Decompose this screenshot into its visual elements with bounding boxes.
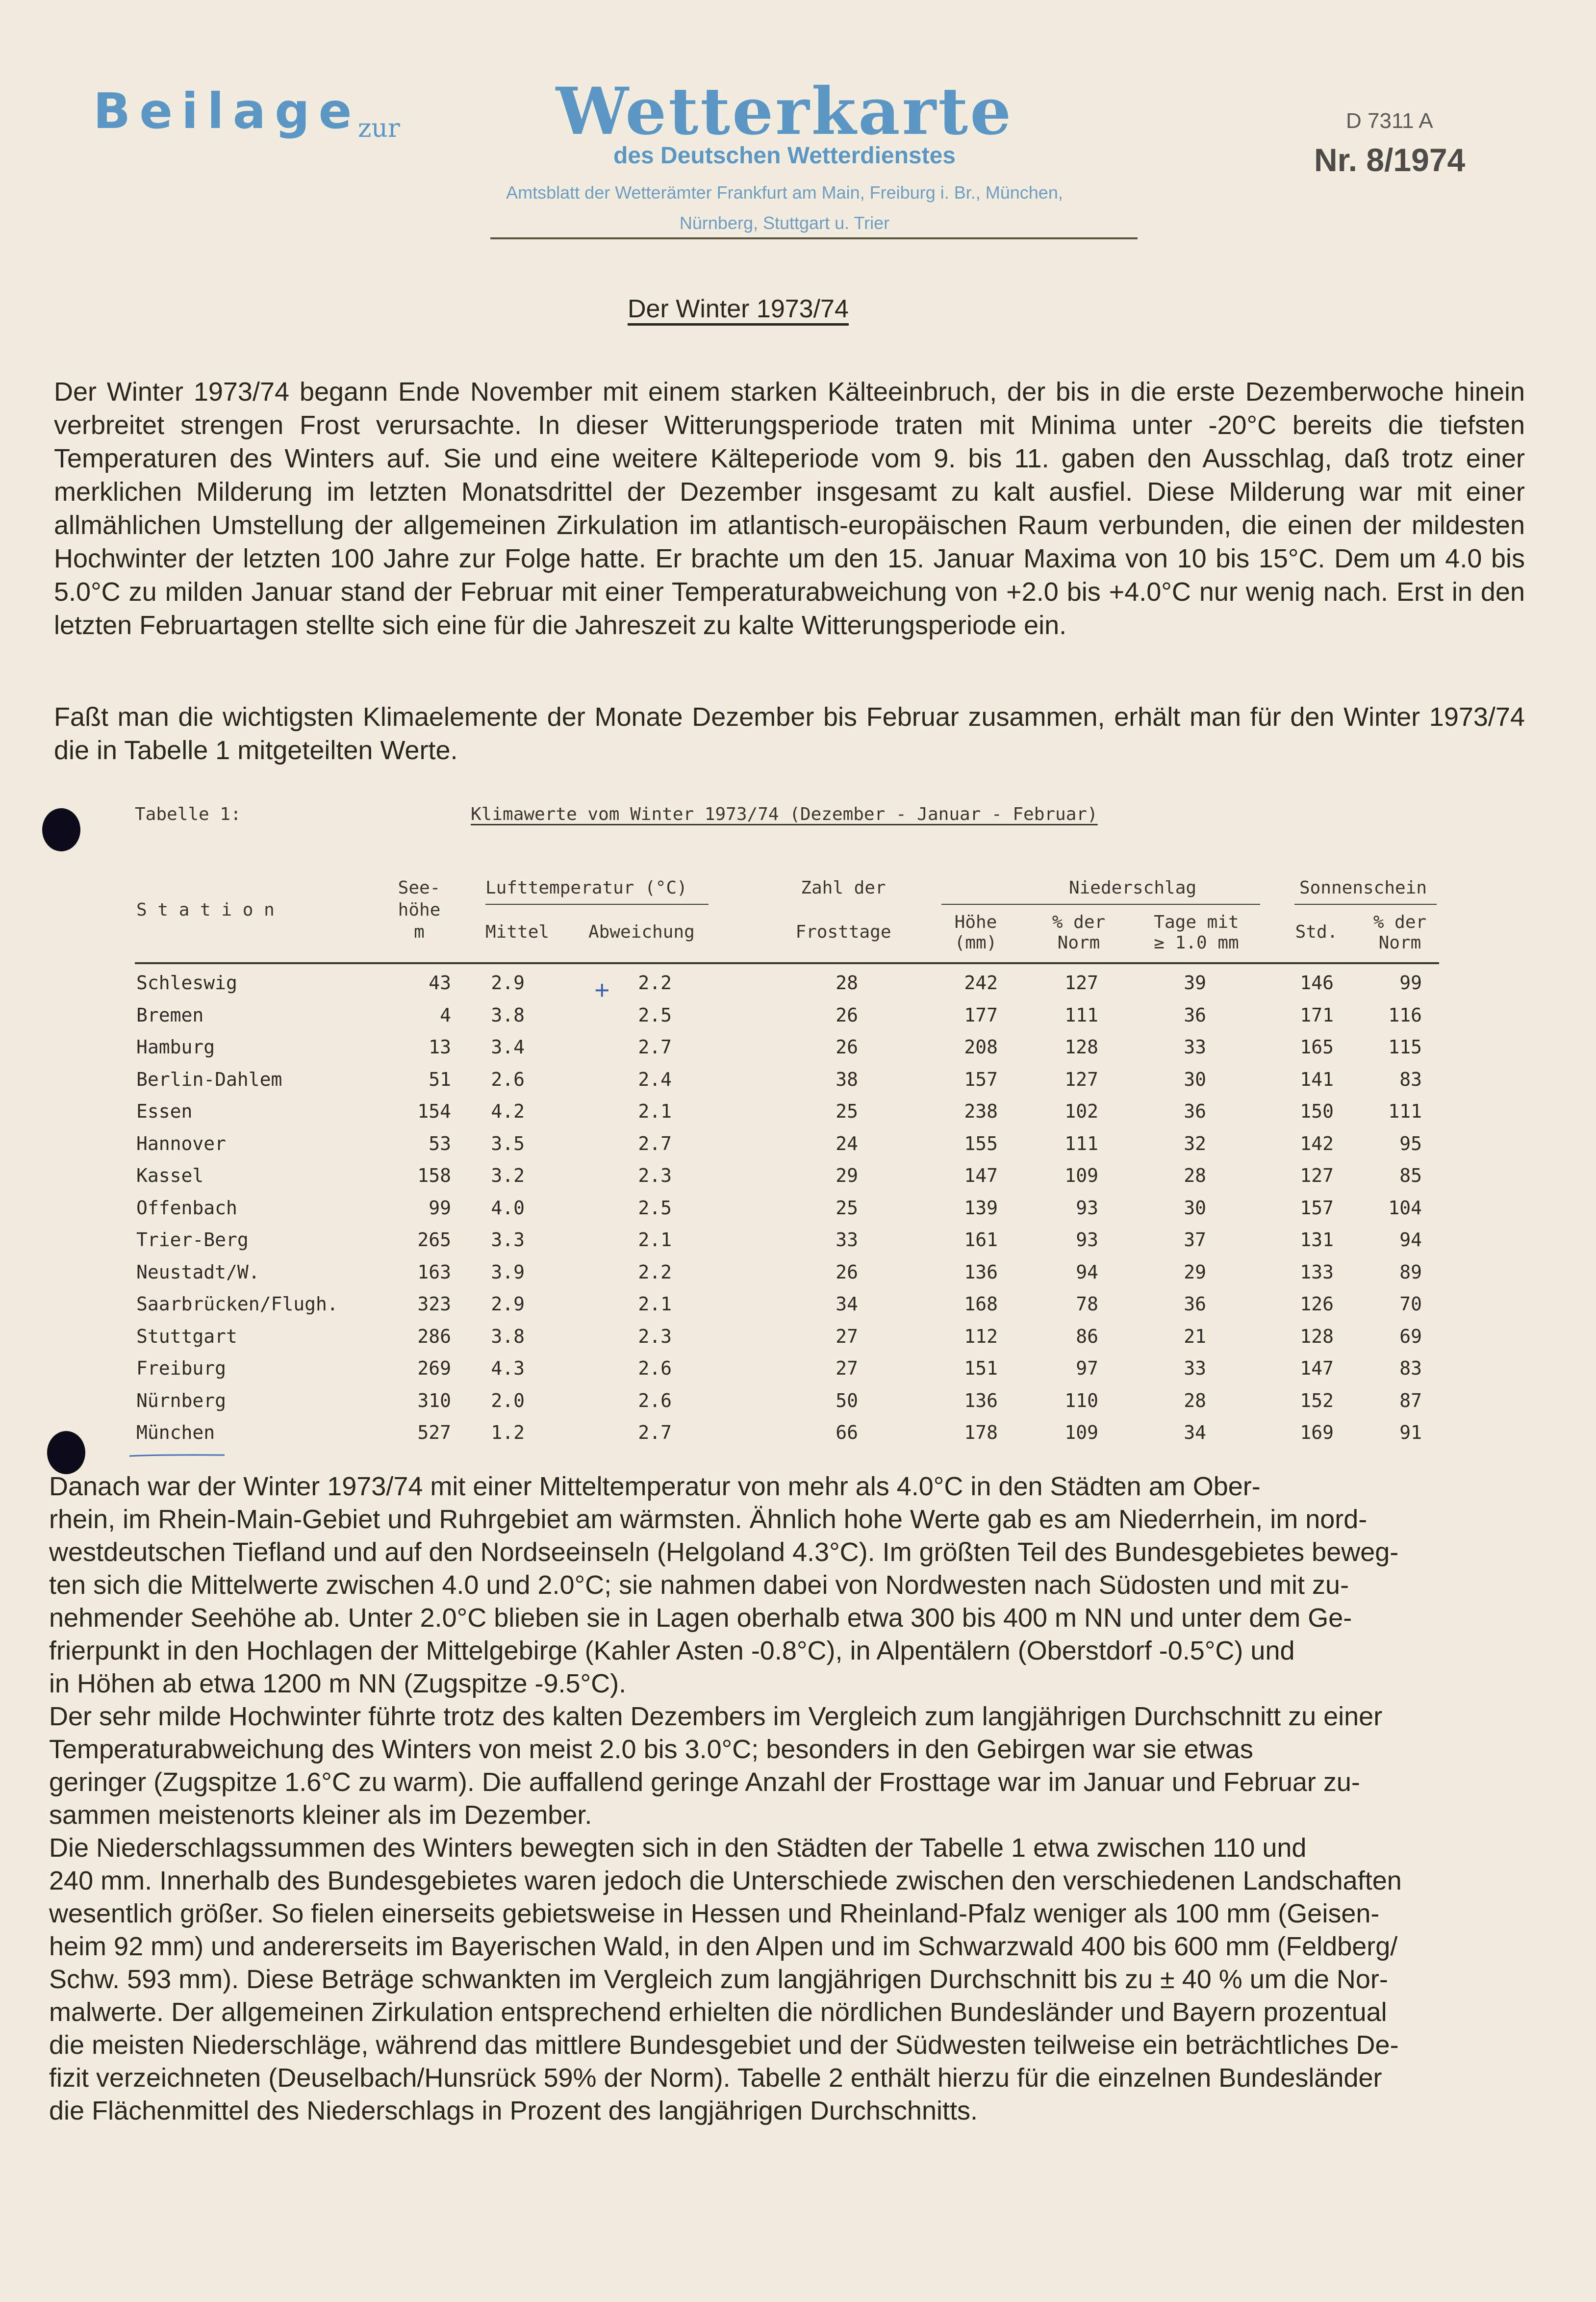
cell-sstd: 165: [1300, 1036, 1334, 1058]
cell-spct: 115: [1388, 1036, 1422, 1058]
cell-sstd: 126: [1300, 1293, 1334, 1315]
cell-station: Berlin-Dahlem: [136, 1068, 282, 1090]
cell-mittel: 3.8: [491, 1325, 525, 1347]
cell-npct: 93: [1076, 1229, 1098, 1251]
paragraph-3-line: rhein, im Rhein-Main-Gebiet und Ruhrgebiet am wärmsten. Ähnlich hohe Werte gab es am Niederrhein, im nord-: [49, 1505, 1368, 1534]
cell-spct: 111: [1388, 1100, 1422, 1122]
cell-npct: 94: [1076, 1261, 1098, 1283]
cell-mittel: 2.6: [491, 1068, 525, 1090]
cell-sstd: 157: [1300, 1197, 1334, 1219]
cell-hoehe: 99: [429, 1197, 451, 1219]
header-code: D 7311 A: [1346, 109, 1433, 133]
th-seehoehe-3: m: [414, 922, 425, 942]
cell-hoehe: 51: [429, 1068, 451, 1090]
th-sonnenschein: Sonnenschein: [1299, 878, 1427, 898]
cell-ntage: 29: [1184, 1261, 1206, 1283]
cell-abw: 2.5: [638, 1004, 672, 1026]
cell-ntage: 30: [1184, 1197, 1206, 1219]
cell-frost: 25: [836, 1100, 858, 1122]
cell-npct: 110: [1064, 1389, 1098, 1411]
th-npct-1: % der: [1052, 912, 1106, 932]
cell-mittel: 2.9: [491, 972, 525, 994]
cell-spct: 83: [1399, 1357, 1422, 1379]
cell-mittel: 3.5: [491, 1132, 525, 1154]
paragraph-3-line: Temperaturabweichung des Winters von meist 2.0 bis 3.0°C; besonders in den Gebirgen war sie etwas: [49, 1735, 1253, 1764]
cell-spct: 69: [1399, 1325, 1422, 1347]
cell-npct: 86: [1076, 1325, 1098, 1347]
cell-sstd: 150: [1300, 1100, 1334, 1122]
cell-spct: 116: [1388, 1004, 1422, 1026]
paragraph-3-line: Die Niederschlagssummen des Winters bewegten sich in den Städten der Tabelle 1 etwa zwischen 110 und: [49, 1833, 1307, 1863]
cell-station: Offenbach: [136, 1197, 237, 1219]
cell-spct: 104: [1388, 1197, 1422, 1219]
cell-hoehe: 154: [417, 1100, 451, 1122]
cell-frost: 50: [836, 1389, 858, 1411]
paragraph-3-line: nehmender Seehöhe ab. Unter 2.0°C blieben sie in Lagen oberhalb etwa 300 bis 400 m NN und unter dem Ge-: [49, 1603, 1352, 1633]
cell-hoehe: 265: [417, 1229, 451, 1251]
cell-abw: 2.1: [638, 1100, 672, 1122]
table-row: [0, 1261, 1596, 1291]
th-tage-1: Tage mit: [1154, 912, 1239, 932]
cell-npct: 109: [1064, 1422, 1098, 1443]
cell-abw: 2.7: [638, 1422, 672, 1443]
th-tage-2: ≥ 1.0 mm: [1154, 933, 1239, 953]
cell-station: Stuttgart: [136, 1325, 237, 1347]
cell-nmm: 157: [964, 1068, 998, 1090]
cell-abw: 2.2: [638, 972, 672, 994]
cell-frost: 33: [836, 1229, 858, 1251]
cell-station: Essen: [136, 1100, 193, 1122]
cell-hoehe: 286: [417, 1325, 451, 1347]
table-row: [0, 1069, 1596, 1098]
cell-ntage: 36: [1184, 1004, 1206, 1026]
cell-station: Hamburg: [136, 1036, 215, 1058]
cell-ntage: 32: [1184, 1132, 1206, 1154]
cell-station: Saarbrücken/Flugh.: [136, 1293, 338, 1315]
cell-mittel: 2.0: [491, 1389, 525, 1411]
cell-npct: 97: [1076, 1357, 1098, 1379]
cell-mittel: 3.2: [491, 1165, 525, 1186]
cell-ntage: 28: [1184, 1389, 1206, 1411]
cell-hoehe: 4: [440, 1004, 451, 1026]
cell-frost: 27: [836, 1325, 858, 1347]
cell-abw: 2.2: [638, 1261, 672, 1283]
cell-abw: 2.5: [638, 1197, 672, 1219]
table-row: [0, 1390, 1596, 1419]
cell-ntage: 37: [1184, 1229, 1206, 1251]
cell-frost: 25: [836, 1197, 858, 1219]
cell-sstd: 146: [1300, 972, 1334, 994]
paragraph-3-line: frierpunkt in den Hochlagen der Mittelgebirge (Kahler Asten -0.8°C), in Alpentälern (Oberstdorf -0.5°C) und: [49, 1636, 1295, 1665]
cell-spct: 70: [1399, 1293, 1422, 1315]
table-row: [0, 1197, 1596, 1227]
cell-spct: 85: [1399, 1165, 1422, 1186]
cell-abw: 2.3: [638, 1165, 672, 1186]
paragraph-3-line: die meisten Niederschläge, während das mittlere Bundesgebiet und der Südwesten teilweise ein beträchtliches De-: [49, 2030, 1399, 2060]
cell-abw: 2.6: [638, 1357, 672, 1379]
paragraph-3-line: Schw. 593 mm). Diese Beträge schwankten im Vergleich zum langjährigen Durchschnitt bis zu ± 40 % um die Nor-: [49, 1965, 1388, 1994]
table-row: [0, 1133, 1596, 1162]
cell-hoehe: 13: [429, 1036, 451, 1058]
th-seehoehe-2: höhe: [398, 900, 441, 920]
cell-sstd: 142: [1300, 1132, 1334, 1154]
cell-frost: 29: [836, 1165, 858, 1186]
cell-ntage: 28: [1184, 1165, 1206, 1186]
cell-npct: 128: [1064, 1036, 1098, 1058]
th-sonnenschein-rule: [1294, 904, 1437, 905]
cell-frost: 26: [836, 1036, 858, 1058]
th-niederschlag: Niederschlag: [1068, 878, 1197, 898]
cell-station: Schleswig: [136, 972, 237, 994]
cell-mittel: 4.3: [491, 1357, 525, 1379]
th-npct-2: Norm: [1057, 933, 1100, 953]
cell-hoehe: 310: [417, 1389, 451, 1411]
cell-npct: 111: [1064, 1132, 1098, 1154]
cell-station: Hannover: [136, 1132, 227, 1154]
cell-abw: 2.7: [638, 1036, 672, 1058]
cell-station: Freiburg: [136, 1357, 227, 1379]
cell-nmm: 168: [964, 1293, 998, 1315]
cell-ntage: 34: [1184, 1422, 1206, 1443]
cell-nmm: 139: [964, 1197, 998, 1219]
th-station: S t a t i o n: [136, 900, 275, 920]
paragraph-3-line: geringer (Zugspitze 1.6°C zu warm). Die auffallend geringe Anzahl der Frosttage war im Januar und Februar zu-: [49, 1767, 1360, 1797]
paragraph-3-line: heim 92 mm) und andererseits im Bayerischen Wald, in den Alpen und im Schwarzwald 400 bis 600 mm (Feldberg/: [49, 1932, 1398, 1961]
table-row: [0, 1165, 1596, 1194]
paragraph-3-line: Danach war der Winter 1973/74 mit einer Mitteltemperatur von mehr als 4.0°C in den Städten am Ober-: [49, 1472, 1261, 1501]
cell-abw: 2.6: [638, 1389, 672, 1411]
th-zahl-der: Zahl der: [801, 878, 886, 898]
handwritten-plus-mark: +: [594, 975, 610, 1005]
header-title: Wetterkarte: [556, 74, 1013, 150]
cell-station: Bremen: [136, 1004, 204, 1026]
cell-nmm: 178: [964, 1422, 998, 1443]
header-number: Nr. 8/1974: [1314, 142, 1466, 178]
cell-spct: 95: [1399, 1132, 1422, 1154]
paragraph-3-line: westdeutschen Tiefland und auf den Nordseeinseln (Helgoland 4.3°C). Im größten Teil des Bundesgebietes beweg-: [49, 1537, 1399, 1567]
cell-mittel: 3.9: [491, 1261, 525, 1283]
paragraph-3-line: Der sehr milde Hochwinter führte trotz des kalten Dezembers im Vergleich zum langjährigen Durchschnitt zu einer: [49, 1702, 1383, 1731]
th-niederschlag-rule: [941, 904, 1260, 905]
cell-spct: 94: [1399, 1229, 1422, 1251]
paragraph-3-line: in Höhen ab etwa 1200 m NN (Zugspitze -9.5°C).: [49, 1669, 627, 1698]
table-label: Tabelle 1:: [135, 804, 241, 824]
cell-nmm: 155: [964, 1132, 998, 1154]
cell-hoehe: 158: [417, 1165, 451, 1186]
cell-mittel: 1.2: [491, 1422, 525, 1443]
cell-hoehe: 43: [429, 972, 451, 994]
cell-sstd: 131: [1300, 1229, 1334, 1251]
cell-abw: 2.3: [638, 1325, 672, 1347]
table-row: [0, 1004, 1596, 1034]
cell-nmm: 238: [964, 1100, 998, 1122]
cell-frost: 34: [836, 1293, 858, 1315]
th-std: Std.: [1295, 922, 1338, 942]
header-amtsblatt: [441, 178, 1128, 238]
cell-sstd: 127: [1300, 1165, 1334, 1186]
cell-sstd: 147: [1300, 1357, 1334, 1379]
cell-npct: 127: [1064, 972, 1098, 994]
cell-frost: 27: [836, 1357, 858, 1379]
cell-hoehe: 53: [429, 1132, 451, 1154]
th-lufttemperatur-rule: [485, 904, 709, 905]
cell-abw: 2.1: [638, 1293, 672, 1315]
paragraph-3-line: ten sich die Mittelwerte zwischen 4.0 und 2.0°C; sie nahmen dabei von Nordwesten nach Südosten und mit zu-: [49, 1570, 1349, 1600]
cell-npct: 93: [1076, 1197, 1098, 1219]
cell-spct: 99: [1399, 972, 1422, 994]
cell-ntage: 36: [1184, 1293, 1206, 1315]
cell-ntage: 30: [1184, 1068, 1206, 1090]
cell-npct: 127: [1064, 1068, 1098, 1090]
cell-frost: 28: [836, 972, 858, 994]
cell-mittel: 2.9: [491, 1293, 525, 1315]
th-hoehe-2: (mm): [954, 933, 997, 953]
cell-ntage: 36: [1184, 1100, 1206, 1122]
article-title: Der Winter 1973/74: [628, 295, 849, 323]
table-row: [0, 1422, 1596, 1451]
table-row: [0, 1293, 1596, 1323]
cell-spct: 83: [1399, 1068, 1422, 1090]
paragraph-3-line: fizit verzeichneten (Deuselbach/Hunsrück 59% der Norm). Tabelle 2 enthält hierzu für die einzelnen Bundesländer: [49, 2063, 1382, 2093]
cell-abw: 2.1: [638, 1229, 672, 1251]
cell-station: Nürnberg: [136, 1389, 227, 1411]
table-header-rule: [135, 962, 1439, 964]
th-lufttemperatur: Lufttemperatur (°C): [485, 878, 687, 898]
cell-mittel: 4.0: [491, 1197, 525, 1219]
table-row: [0, 972, 1596, 1001]
cell-nmm: 147: [964, 1165, 998, 1186]
th-frosttage: Frosttage: [795, 922, 891, 942]
cell-sstd: 133: [1300, 1261, 1334, 1283]
punch-hole-top: [42, 808, 80, 851]
cell-station: München: [136, 1422, 215, 1443]
cell-frost: 38: [836, 1068, 858, 1090]
table-row: [0, 1326, 1596, 1355]
th-spct-2: Norm: [1378, 933, 1421, 953]
table-row: [0, 1036, 1596, 1066]
cell-npct: 111: [1064, 1004, 1098, 1026]
cell-nmm: 151: [964, 1357, 998, 1379]
cell-mittel: 3.4: [491, 1036, 525, 1058]
cell-nmm: 112: [964, 1325, 998, 1347]
cell-nmm: 208: [964, 1036, 998, 1058]
cell-spct: 91: [1399, 1422, 1422, 1443]
header-amtsblatt-line1: Amtsblatt der Wetterämter Frankfurt am Main, Freiburg i. Br., München,: [506, 182, 1063, 203]
cell-hoehe: 163: [417, 1261, 451, 1283]
cell-station: Kassel: [136, 1165, 204, 1186]
cell-ntage: 21: [1184, 1325, 1206, 1347]
table-row: [0, 1357, 1596, 1387]
cell-station: Trier-Berg: [136, 1229, 249, 1251]
paragraph-3-line: malwerte. Der allgemeinen Zirkulation entsprechend erhielten die nördlichen Bundesländer und Bayern prozentual: [49, 1997, 1387, 2027]
article-paragraph-2: Faßt man die wichtigsten Klimaelemente der Monate Dezember bis Februar zusammen, erhält man für den Winter 1973/74 die in Tabelle 1 mitgeteilten Werte.: [54, 702, 1525, 765]
cell-npct: 109: [1064, 1165, 1098, 1186]
cell-hoehe: 269: [417, 1357, 451, 1379]
cell-abw: 2.4: [638, 1068, 672, 1090]
cell-mittel: 3.3: [491, 1229, 525, 1251]
header-beilage: Beilage: [93, 82, 361, 140]
cell-nmm: 161: [964, 1229, 998, 1251]
article-paragraph-3: [49, 1470, 1530, 2127]
paragraph-3-line: die Flächenmittel des Niederschlags in Prozent des langjährigen Durchschnitts.: [49, 2096, 978, 2125]
cell-sstd: 171: [1300, 1004, 1334, 1026]
paragraph-3-line: 240 mm. Innerhalb des Bundesgebietes waren jedoch die Unterschiede zwischen den verschiedenen Landschaften: [49, 1866, 1402, 1895]
cell-sstd: 128: [1300, 1325, 1334, 1347]
cell-hoehe: 323: [417, 1293, 451, 1315]
th-spct-1: % der: [1373, 912, 1427, 932]
article-paragraph-1: Der Winter 1973/74 begann Ende November mit einem starken Kälteeinbruch, der bis in die erste Dezemberwoche hinein verbreitet strengen Frost verursachte. In dieser Witterungsperiode traten mit Minima unter -20°C bereits die tiefsten Temperaturen des Winters auf. Sie und eine weitere Kälteperiode vom 9. bis 11. gaben den Ausschlag, daß trotz einer merklichen Milderung im letzten Monatsdrittel der Dezember insgesamt zu kalt ausfiel. Diese Milderung war mit einer allmählichen Umstellung der allgemeinen Zirkulation im atlantisch-europäischen Raum verbunden, die einen der mildesten Hochwinter der letzten 100 Jahre zur Folge hatte. Er brachte um den 15. Januar Maxima von 10 bis 15°C. Dem um 4.0 bis 5.0°C zu milden Januar stand der Februar mit einer Temperaturabweichung von +2.0 bis +4.0°C nur wenig nach. Erst in den letzten Februartagen stellte sich eine für die Jahreszeit zu kalte Witterungsperiode ein.: [54, 377, 1525, 640]
cell-ntage: 33: [1184, 1036, 1206, 1058]
th-abweichung: Abweichung: [588, 922, 695, 942]
cell-spct: 87: [1399, 1389, 1422, 1411]
th-hoehe-1: Höhe: [954, 912, 997, 932]
cell-npct: 78: [1076, 1293, 1098, 1315]
cell-abw: 2.7: [638, 1132, 672, 1154]
cell-ntage: 39: [1184, 972, 1206, 994]
cell-frost: 66: [836, 1422, 858, 1443]
cell-frost: 26: [836, 1261, 858, 1283]
cell-mittel: 3.8: [491, 1004, 525, 1026]
cell-nmm: 242: [964, 972, 998, 994]
cell-ntage: 33: [1184, 1357, 1206, 1379]
cell-nmm: 177: [964, 1004, 998, 1026]
table-row: [0, 1229, 1596, 1258]
cell-npct: 102: [1064, 1100, 1098, 1122]
cell-mittel: 4.2: [491, 1100, 525, 1122]
table-row: [0, 1100, 1596, 1130]
table-title: Klimawerte vom Winter 1973/74 (Dezember - Januar - Februar): [471, 804, 1098, 824]
header-zur: zur: [358, 114, 400, 143]
th-mittel: Mittel: [485, 922, 550, 942]
cell-nmm: 136: [964, 1389, 998, 1411]
cell-spct: 89: [1399, 1261, 1422, 1283]
th-seehoehe-1: See-: [398, 878, 441, 898]
paragraph-3-line: sammen meistenorts kleiner als im Dezember.: [49, 1800, 592, 1830]
cell-sstd: 169: [1300, 1422, 1334, 1443]
header-rule: [490, 237, 1138, 239]
cell-nmm: 136: [964, 1261, 998, 1283]
cell-frost: 26: [836, 1004, 858, 1026]
handwritten-underline-mark: [128, 1454, 227, 1457]
cell-hoehe: 527: [417, 1422, 451, 1443]
cell-frost: 24: [836, 1132, 858, 1154]
header-subtitle: des Deutschen Wetterdienstes: [613, 143, 956, 169]
header-amtsblatt-line2: Nürnberg, Stuttgart u. Trier: [679, 213, 890, 233]
cell-sstd: 152: [1300, 1389, 1334, 1411]
cell-sstd: 141: [1300, 1068, 1334, 1090]
paragraph-3-line: wesentlich größer. So fielen einerseits gebietsweise in Hessen und Rheinland-Pfalz weniger als 100 mm (Geisen-: [49, 1899, 1380, 1928]
cell-station: Neustadt/W.: [136, 1261, 260, 1283]
